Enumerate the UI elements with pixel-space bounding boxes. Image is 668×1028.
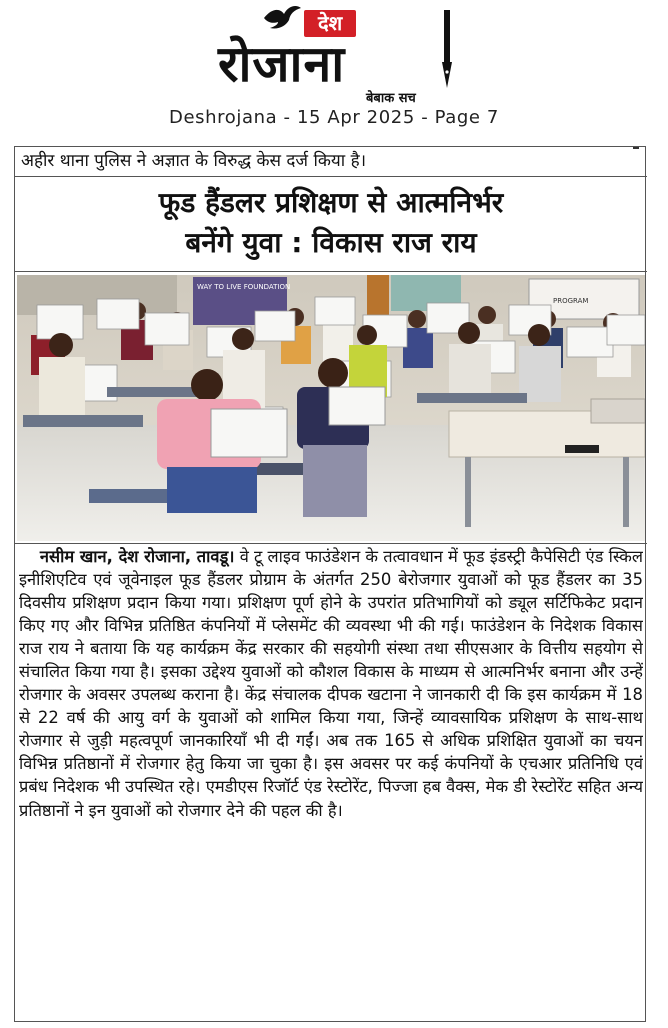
previous-story-fragment: अहीर थाना पुलिस ने अज्ञात के विरुद्ध केस दर्ज किया है। bbox=[21, 147, 631, 175]
banner-right-text: PROGRAM bbox=[553, 297, 589, 305]
newspaper-logo[interactable] bbox=[214, 4, 454, 104]
masthead bbox=[0, 0, 668, 140]
divider bbox=[15, 271, 647, 272]
logo-tagline: बेबाक सच bbox=[366, 91, 416, 106]
headline bbox=[15, 183, 647, 263]
bird-icon bbox=[262, 4, 302, 34]
classroom-illustration bbox=[17, 275, 645, 541]
news-clipping bbox=[14, 146, 646, 1022]
banner-left-text: WAY TO LIVE FOUNDATION bbox=[197, 283, 291, 291]
logo-desh-label: देश bbox=[304, 10, 356, 37]
article-photo[interactable] bbox=[17, 275, 645, 541]
headline-line-1: फूड हैंडलर प्रशिक्षण से आत्मनिर्भर bbox=[158, 186, 504, 219]
logo-wordmark: रोजाना bbox=[218, 35, 346, 93]
headline-line-2: बनेंगे युवा : विकास राज राय bbox=[185, 226, 477, 259]
article-text: वे टू लाइव फाउंडेशन के तत्वावधान में फूड इंडस्ट्री कैपेसिटी एंड स्किल इनीशिएटिव एवं जूवेनाइल फूड हैंडलर प्रोग्राम के अंतर्गत 250 बेरोजगार युवाओं को फूड हैंडलर का 35 दिवसीय प्रशिक्षण प्रदान किया गया। प्रशिक्षण पूर्ण होने के उपरांत प्रतिभागियों को ड्यूल सर्टिफिकेट प्रदान किए गए और विभिन्न प्रतिष्ठित कंपनियों में प्लेसमेंट की व्यवस्था भी की गई। फाउंडेशन के निदेशक विकास राज राय ने बताया कि यह कार्यक्रम केंद्र सरकार की सहयोगी संस्था तथा सीएसआर के वित्तीय सहयोग से संचालित किया गया है। इसका उद्देश्य युवाओं को कौशल विकास के माध्यम से आत्मनिर्भर बनाना और उन्हें रोजगार के अवसर उपलब्ध कराना है। केंद्र संचालक दीपक खटाना ने जानकारी दी कि इस कार्यक्रम में 18 से 22 वर्ष की आयु वर्ग के युवाओं को शामिल किया गया, जिन्हें व्यावसायिक प्रशिक्षण के साथ-साथ रोजगार से जुड़ी महत्वपूर्ण जानकारियाँ भी दी गईं। अब तक 165 से अधिक प्रशिक्षित युवाओं का चयन विभिन्न प्रतिष्ठानों में रोजगार हेतु किया जा चुका है। इस अवसर पर कई कंपनियों के एचआर प्रतिनिधि एवं प्रबंध निदेशक भी उपस्थित रहे। एमडीएस रिजॉर्ट एंड रेस्टोरेंट, पिज्जा हब वैक्स, मेक डी रेस्टोरेंट सहित अन्य प्रतिष्ठानों ने इन युवाओं को रोजगार देने की पहल की है। bbox=[19, 547, 643, 820]
divider bbox=[15, 176, 647, 177]
fountain-pen-icon bbox=[440, 10, 454, 90]
edition-dateline: Deshrojana - 15 Apr 2025 - Page 7 bbox=[169, 107, 499, 128]
article-body bbox=[19, 545, 643, 1019]
divider bbox=[15, 543, 647, 544]
article-paragraph bbox=[19, 545, 643, 822]
byline: नसीम खान, देश रोजाना, तावडू। bbox=[39, 547, 235, 566]
